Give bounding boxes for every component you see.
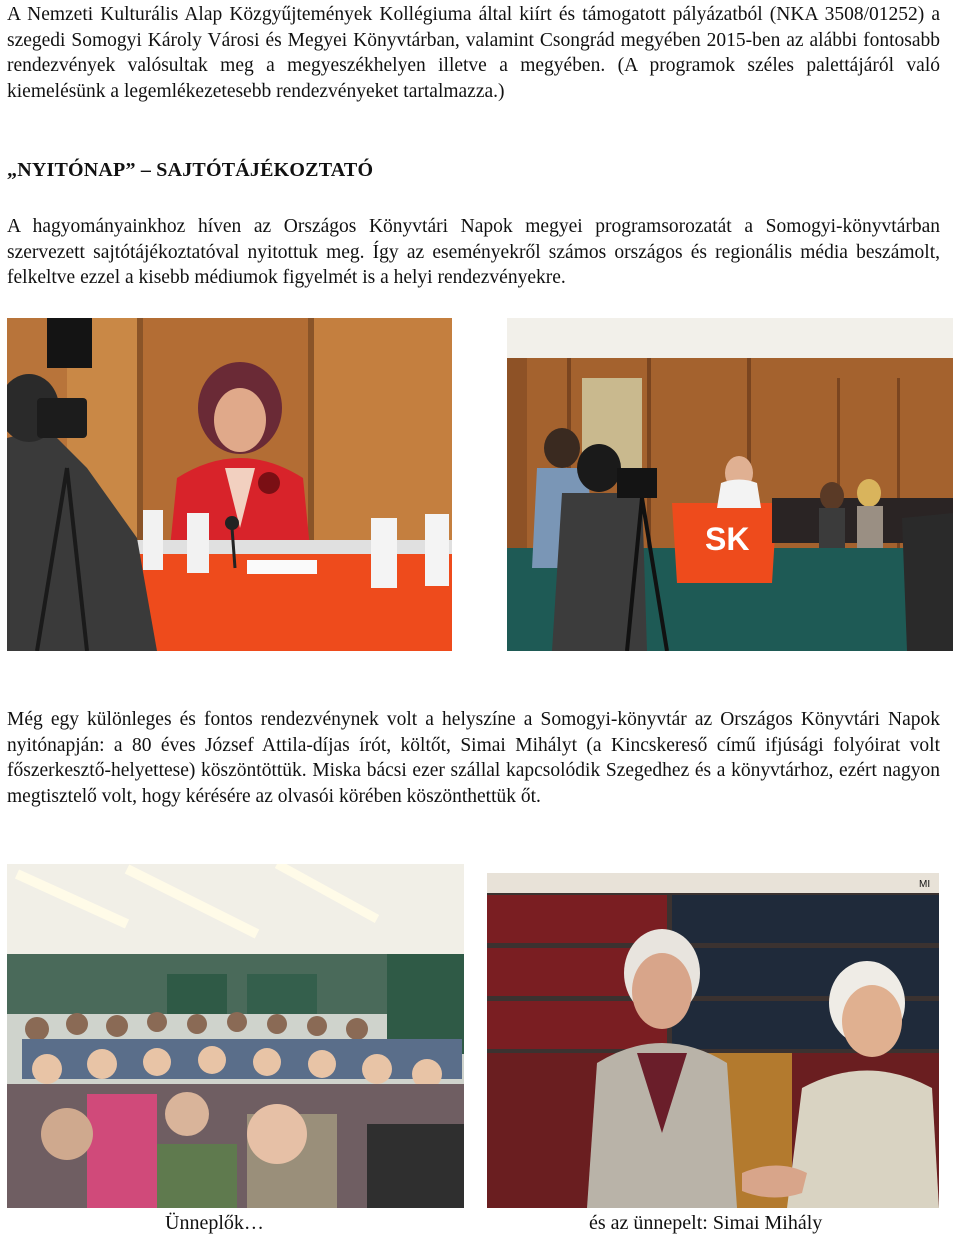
intro-paragraph: A Nemzeti Kulturális Alap Közgyűjtemények Kollégiuma által kiírt és támogatott pályázatból (NKA 3508/01252) a szegedi Somogyi Károly Városi és Megyei Könyvtárban, valamint Csongrád megyében 2015-ben az alábbi fontosabb rendezvények valósultak meg a megyeszékhelyen illetve a megyében. (A programok széles palettájáról való kiemelésünk a legemlékezetesebb rendezvényeket tartalmazza.) [7,4,940,102]
shelf-sign-text: MI [919,879,931,890]
celebration-paragraph: Még egy különleges és fontos rendezvénynek volt a helyszíne a Somogyi-könyvtár az Országos Könyvtári Napok nyitónapján: a 80 éves József Attila-díjas írót, költőt, Simai Mihályt (a Kincskereső című ifjúsági folyóirat volt főszerkesztő-helyettese) köszöntöttük. Miska bácsi ezer szállal kapcsolódik Szegedhez és a könyvtárhoz, ezért nagyon megtisztelő volt, hogy kérésére az olvasói körében köszönthettük őt. [7,709,940,807]
honoree-photo [487,873,939,1208]
section-heading: „NYITÓNAP” – SAJTÓTÁJÉKOZTATÓ [7,159,374,181]
press-conference-photo-room [507,318,953,651]
caption-right: és az ünnepelt: Simai Mihály [589,1212,823,1234]
sk-logo-text: SK [705,521,750,557]
audience-photo [7,864,464,1208]
press-conference-photo-speaker [7,318,452,651]
press-conference-paragraph: A hagyományainkhoz híven az Országos Könyvtári Napok megyei programsorozatát a Somogyi-könyvtárban szervezett sajtótájékoztatóval nyitottuk meg. Így az eseményekről számos országos és regionális média beszámolt, felkeltve ezzel a kisebb médiumok figyelmét is a helyi rendezvényekre. [7,216,940,288]
caption-left: Ünneplők… [165,1212,264,1234]
